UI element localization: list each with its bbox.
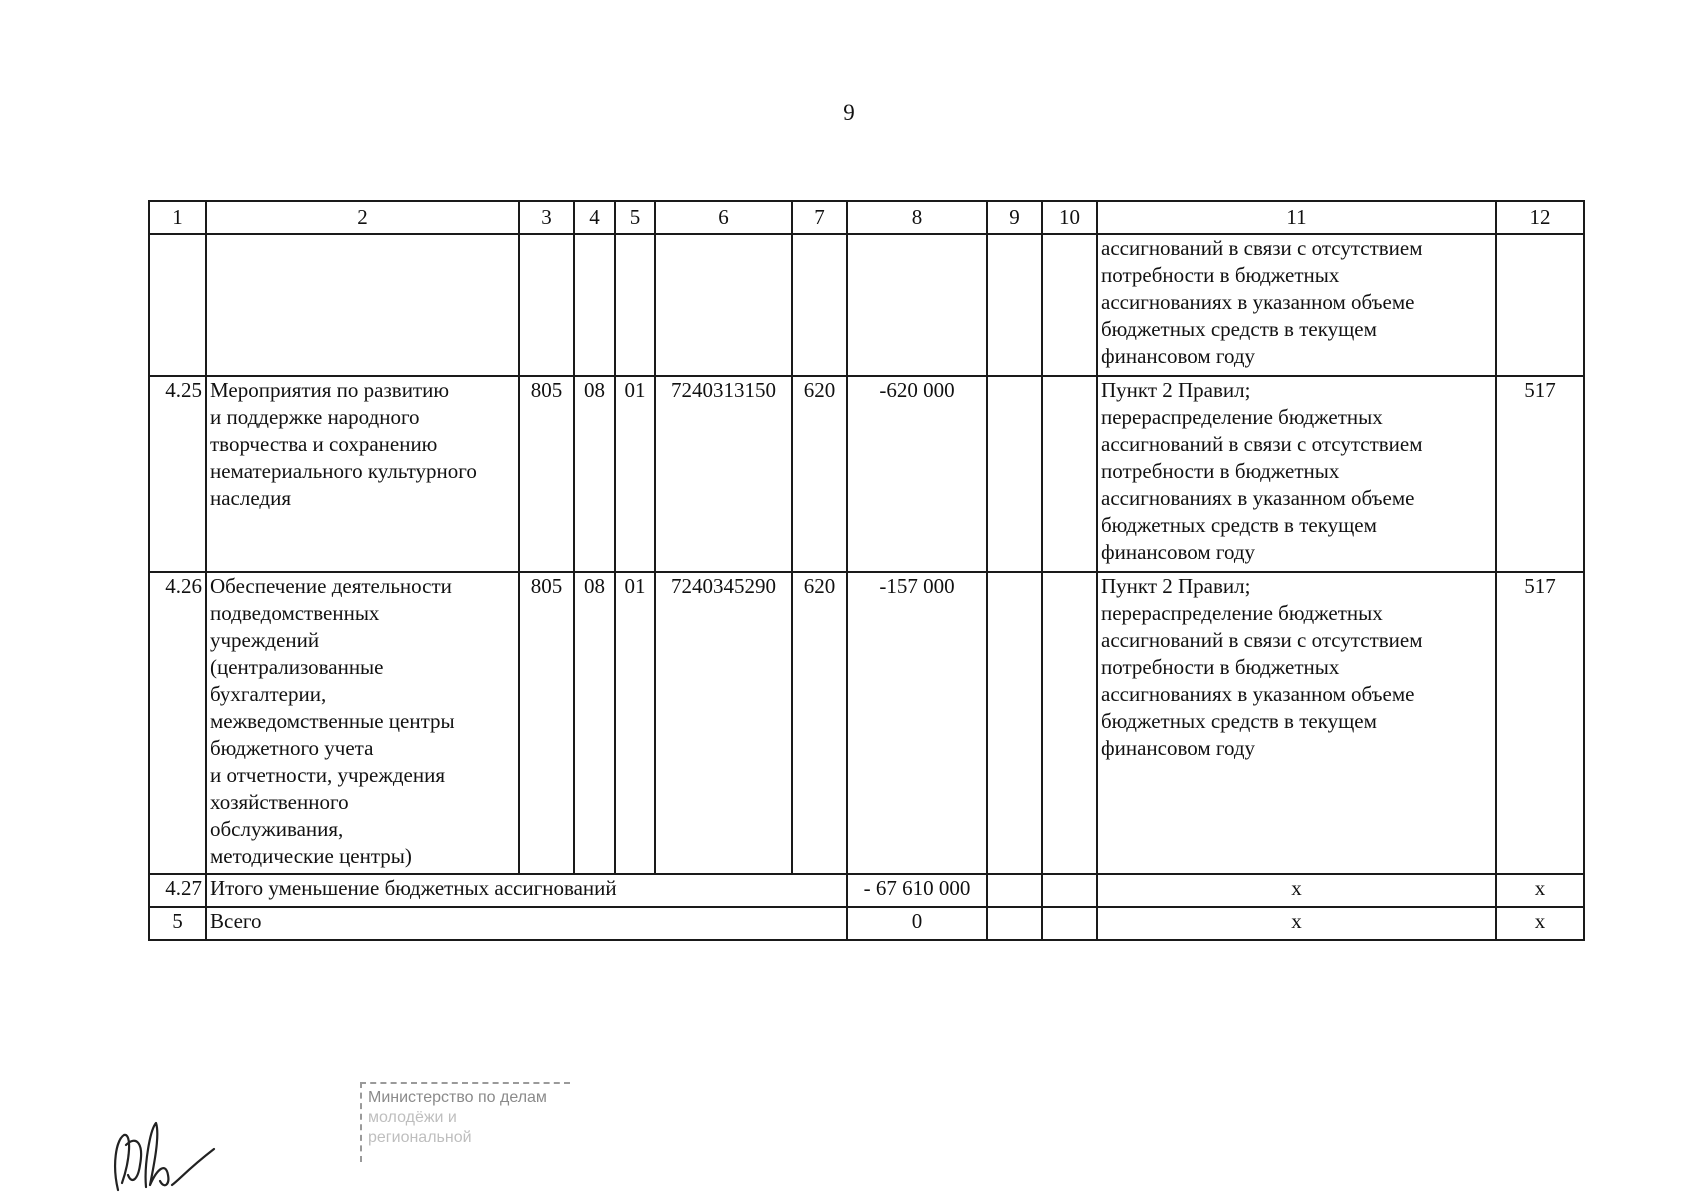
cell-col6: 7240345290 [655, 572, 792, 874]
cell-amount [847, 234, 987, 376]
cell-basis: ассигнований в связи с отсутствием потребности в бюджетных ассигнованиях в указанном объеме бюджетных средств в текущем финансовом году [1097, 234, 1496, 376]
stamp-line: молодёжи и региональной [368, 1109, 472, 1146]
cell-col6 [655, 234, 792, 376]
cell-col5 [615, 234, 655, 376]
cell-basis: x [1097, 874, 1496, 907]
header-cell: 11 [1097, 201, 1496, 234]
header-cell: 4 [574, 201, 615, 234]
header-cell: 3 [519, 201, 574, 234]
cell-col12: x [1496, 907, 1584, 940]
header-cell: 6 [655, 201, 792, 234]
cell-col4: 08 [574, 376, 615, 572]
header-cell: 2 [206, 201, 519, 234]
header-cell: 5 [615, 201, 655, 234]
cell-amount: -620 000 [847, 376, 987, 572]
header-cell: 8 [847, 201, 987, 234]
row-name: Обеспечение деятельности подведомственных учреждений (централизованные бухгалтерии, межведомственные центры бюджетного учета и отчетности, учреждения хозяйственного обслуживания, методические центры) [206, 572, 519, 874]
cell-amount: -157 000 [847, 572, 987, 874]
cell-col9 [987, 874, 1042, 907]
total-label: Итого уменьшение бюджетных ассигнований [206, 874, 847, 907]
row-number [149, 234, 206, 376]
table-row [149, 572, 1584, 874]
cell-col10 [1042, 907, 1097, 940]
handwritten-signature [110, 1105, 220, 1200]
row-number: 4.26 [149, 572, 206, 874]
cell-col4: 08 [574, 572, 615, 874]
cell-col3 [519, 234, 574, 376]
budget-table [148, 200, 1585, 941]
header-cell: 10 [1042, 201, 1097, 234]
cell-col5: 01 [615, 572, 655, 874]
cell-col7: 620 [792, 572, 847, 874]
row-number: 5 [149, 907, 206, 940]
header-cell: 9 [987, 201, 1042, 234]
cell-col7: 620 [792, 376, 847, 572]
cell-basis: x [1097, 907, 1496, 940]
ministry-stamp [360, 1082, 570, 1162]
stamp-line: Министерство по делам [368, 1089, 547, 1106]
cell-col4 [574, 234, 615, 376]
cell-col12: x [1496, 874, 1584, 907]
cell-col9 [987, 572, 1042, 874]
cell-col10 [1042, 376, 1097, 572]
table-row [149, 234, 1584, 376]
cell-col3: 805 [519, 572, 574, 874]
total-row [149, 874, 1584, 907]
cell-col9 [987, 907, 1042, 940]
cell-col9 [987, 376, 1042, 572]
header-cell: 1 [149, 201, 206, 234]
header-cell: 7 [792, 201, 847, 234]
cell-col3: 805 [519, 376, 574, 572]
cell-col5: 01 [615, 376, 655, 572]
header-cell: 12 [1496, 201, 1584, 234]
grand-total-row [149, 907, 1584, 940]
cell-basis: Пункт 2 Правил; перераспределение бюджетных ассигнований в связи с отсутствием потребности в бюджетных ассигнованиях в указанном объеме бюджетных средств в текущем финансовом году [1097, 376, 1496, 572]
cell-col10 [1042, 234, 1097, 376]
cell-col10 [1042, 572, 1097, 874]
row-name: Мероприятия по развитию и поддержке народного творчества и сохранению нематериального культурного наследия [206, 376, 519, 572]
table-row [149, 376, 1584, 572]
cell-col12 [1496, 234, 1584, 376]
row-name [206, 234, 519, 376]
row-number: 4.27 [149, 874, 206, 907]
header-row [149, 201, 1584, 234]
grand-total-label: Всего [206, 907, 847, 940]
cell-col10 [1042, 874, 1097, 907]
cell-col6: 7240313150 [655, 376, 792, 572]
grand-total-amount: 0 [847, 907, 987, 940]
cell-col12: 517 [1496, 572, 1584, 874]
cell-basis: Пункт 2 Правил; перераспределение бюджетных ассигнований в связи с отсутствием потребности в бюджетных ассигнованиях в указанном объеме бюджетных средств в текущем финансовом году [1097, 572, 1496, 874]
cell-col9 [987, 234, 1042, 376]
cell-col12: 517 [1496, 376, 1584, 572]
total-amount: - 67 610 000 [847, 874, 987, 907]
page-number: 9 [843, 100, 855, 125]
row-number: 4.25 [149, 376, 206, 572]
cell-col7 [792, 234, 847, 376]
